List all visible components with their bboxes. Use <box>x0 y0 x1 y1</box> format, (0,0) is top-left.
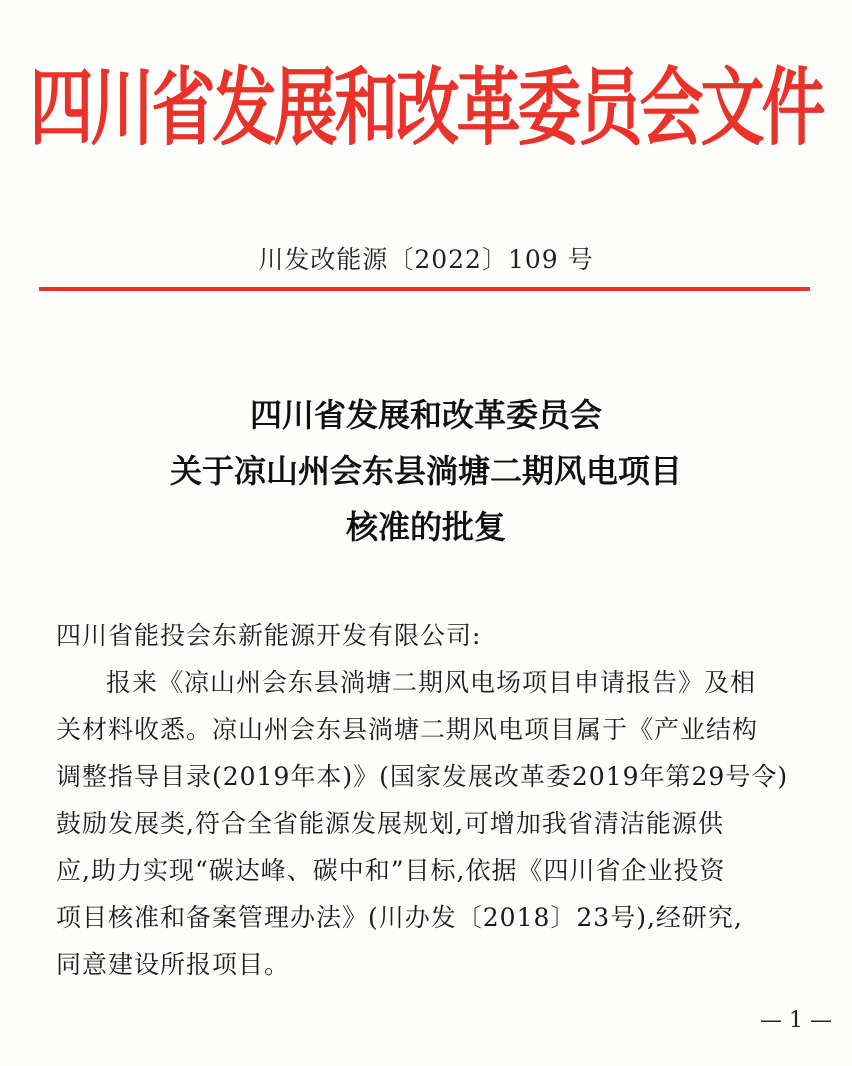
document-number: 川发改能源〔2022〕109 号 <box>258 245 594 274</box>
title-line-1: 四川省发展和改革委员会 <box>249 396 602 434</box>
body-line: 应,助力实现“碳达峰、碳中和”目标,依据《四川省企业投资 <box>56 856 726 885</box>
body-line: 关材料收悉。凉山州会东县淌塘二期风电项目属于《产业结构 <box>56 715 759 744</box>
body-line: 鼓励发展类,符合全省能源发展规划,可增加我省清洁能源供 <box>56 809 724 838</box>
body-line: 报来《凉山州会东县淌塘二期风电场项目申请报告》及相 <box>106 668 757 697</box>
body-paragraph <box>56 659 796 988</box>
title-line-2: 关于凉山州会东县淌塘二期风电项目 <box>169 452 682 490</box>
title-line-3: 核准的批复 <box>345 508 506 546</box>
body-line: 同意建设所报项目。 <box>56 950 291 979</box>
page-number: — 1 — <box>760 1008 832 1033</box>
masthead-title: 四川省发展和改革委员会文件 <box>29 60 823 159</box>
red-divider-line <box>39 287 810 291</box>
addressee: 四川省能投会东新能源开发有限公司: <box>56 621 482 650</box>
body-line: 项目核准和备案管理办法》(川办发〔2018〕23号),经研究, <box>56 903 743 932</box>
body-line: 调整指导目录(2019年本)》(国家发展改革委2019年第29号令) <box>56 762 789 791</box>
